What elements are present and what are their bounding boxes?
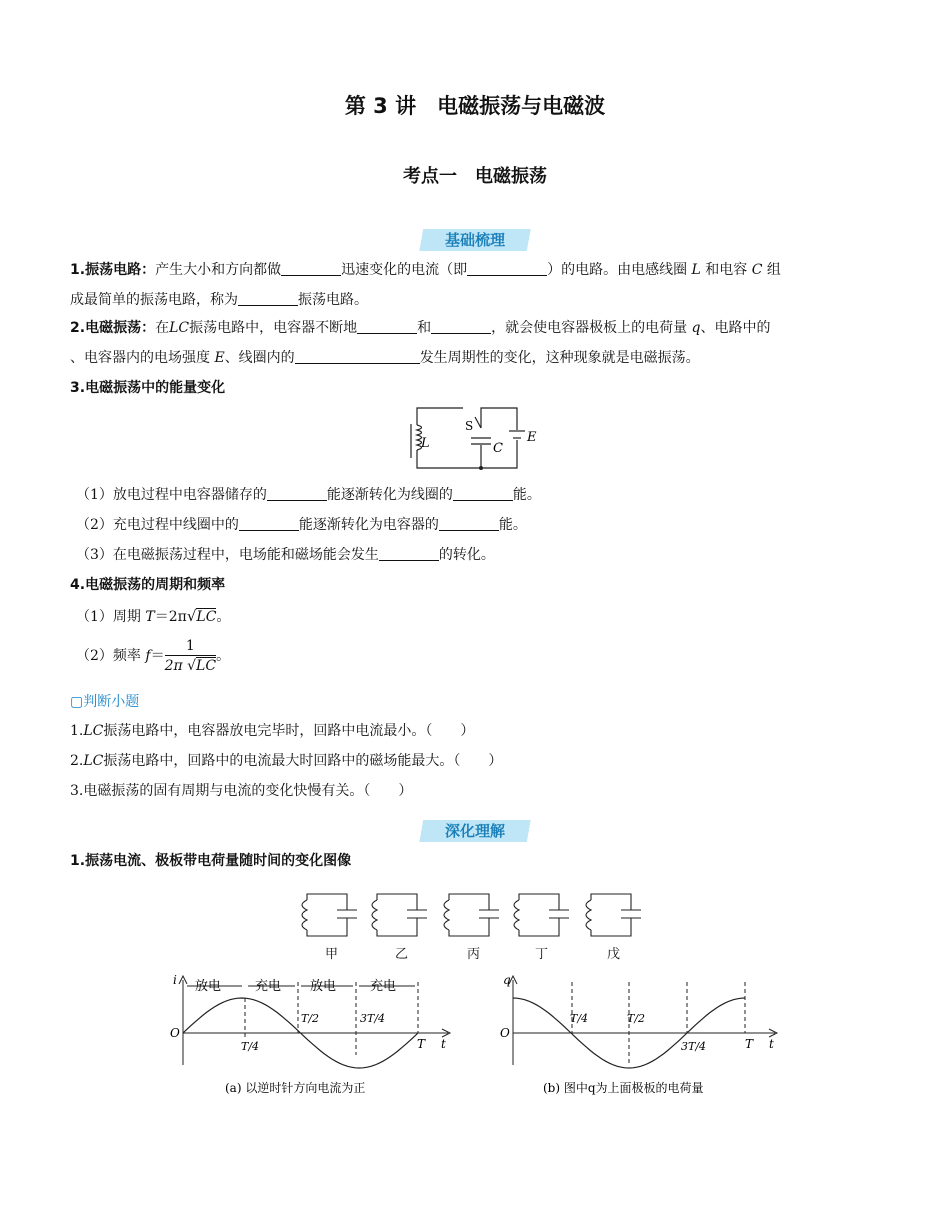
tick-label: T/4 — [570, 1012, 589, 1025]
energy-item-3: （3）在电磁振荡过程中，电场能和磁场能会发生 的转化。 — [76, 540, 886, 570]
state-label: 戊 — [607, 947, 621, 962]
lc-state-circuit — [514, 894, 569, 936]
graph-caption: (b) 图中q为上面极板的电荷量 — [543, 1081, 704, 1095]
page-title: 第 3 讲 电磁振荡与电磁波 — [344, 94, 606, 118]
capacitor-label: C — [493, 441, 503, 456]
lc-state-circuit — [302, 894, 357, 936]
graph-caption: (a) 以逆时针方向电流为正 — [225, 1081, 366, 1095]
phase-label: 充电 — [255, 979, 282, 994]
lc-states-diagram — [295, 882, 660, 964]
tick-label: T/4 — [241, 1040, 260, 1053]
paragraph-oscillating-circuit-line2: 成最简单的振荡电路，称为 振荡电路。 — [70, 285, 880, 315]
section-tag-basics: 基础梳理 — [413, 229, 537, 251]
inductor-label: L — [421, 436, 430, 451]
judge-item-3: 3.电磁振荡的固有周期与电流的变化快慢有关。（ ） — [70, 783, 413, 799]
paragraph-em-oscillation-line2: 、电容器内的电场强度 E、线圈内的 发生周期性的变化，这种现象就是电磁振荡。 — [70, 343, 880, 373]
tick-label: T/2 — [301, 1012, 320, 1025]
state-label: 丙 — [467, 947, 481, 962]
phase-label: 放电 — [195, 979, 222, 994]
tick-label: 3T/4 — [360, 1012, 386, 1025]
origin-label: O — [170, 1026, 180, 1040]
judge-item-1: 1.LC振荡电路中，电容器放电完毕时，回路中电流最小。（ ） — [70, 723, 475, 739]
origin-label: O — [500, 1026, 510, 1040]
tick-label: T — [745, 1037, 754, 1051]
frequency-formula: （2）频率 f＝ $\frac{1}{2\pi √LC}$ 。 — [76, 637, 231, 674]
tick-label: T/2 — [627, 1012, 646, 1025]
paragraph-energy-heading: 3.电磁振荡中的能量变化 — [70, 380, 226, 396]
y-axis-label: q — [503, 973, 511, 987]
phase-label: 充电 — [370, 979, 397, 994]
x-axis-label: t — [441, 1037, 446, 1051]
lc-state-circuit — [372, 894, 427, 936]
state-label: 乙 — [395, 947, 409, 962]
lc-state-circuit — [586, 894, 641, 936]
section-tag-deep: 深化理解 — [413, 820, 537, 842]
judge-item-2: 2.LC振荡电路中，回路中的电流最大时回路中的磁场能最大。（ ） — [70, 753, 503, 769]
switch-label: S — [465, 419, 474, 433]
lc-state-circuit — [444, 894, 499, 936]
judge-heading: ▢判断小题 — [70, 694, 140, 710]
energy-item-2: （2）充电过程中线圈中的 能逐渐转化为电容器的 能。 — [76, 510, 886, 540]
tick-label: 3T/4 — [681, 1040, 707, 1053]
y-axis-label: i — [173, 973, 177, 987]
phase-label: 放电 — [310, 979, 337, 994]
state-label: 甲 — [325, 947, 339, 962]
junction-dot — [479, 466, 483, 470]
x-axis-label: t — [769, 1037, 774, 1051]
state-label: 丁 — [535, 947, 549, 962]
paragraph-period-heading: 4.电磁振荡的周期和频率 — [70, 577, 226, 593]
paragraph-oscillating-circuit: 1.振荡电路：产生大小和方向都做 迅速变化的电流（即 ）的电路。由电感线圈 L 和电容 C 组 — [70, 255, 880, 285]
lc-circuit-diagram — [405, 400, 545, 475]
paragraph-em-oscillation: 2.电磁振荡：在LC振荡电路中，电容器不断地 和 ，就会使电容器极板上的电荷量 q、电路中的 — [70, 313, 880, 343]
tick-label: T — [417, 1037, 426, 1051]
energy-item-1: （1）放电过程中电容器储存的 能逐渐转化为线圈的 能。 — [76, 480, 886, 510]
current-graph — [165, 970, 460, 1100]
period-formula: （1）周期 T＝2π√LC。 — [76, 607, 231, 625]
charge-graph — [495, 970, 790, 1100]
section-title: 考点一 电磁振荡 — [403, 166, 547, 187]
paragraph-graph-heading: 1.振荡电流、极板带电荷量随时间的变化图像 — [70, 853, 352, 869]
battery-label: E — [527, 430, 537, 445]
